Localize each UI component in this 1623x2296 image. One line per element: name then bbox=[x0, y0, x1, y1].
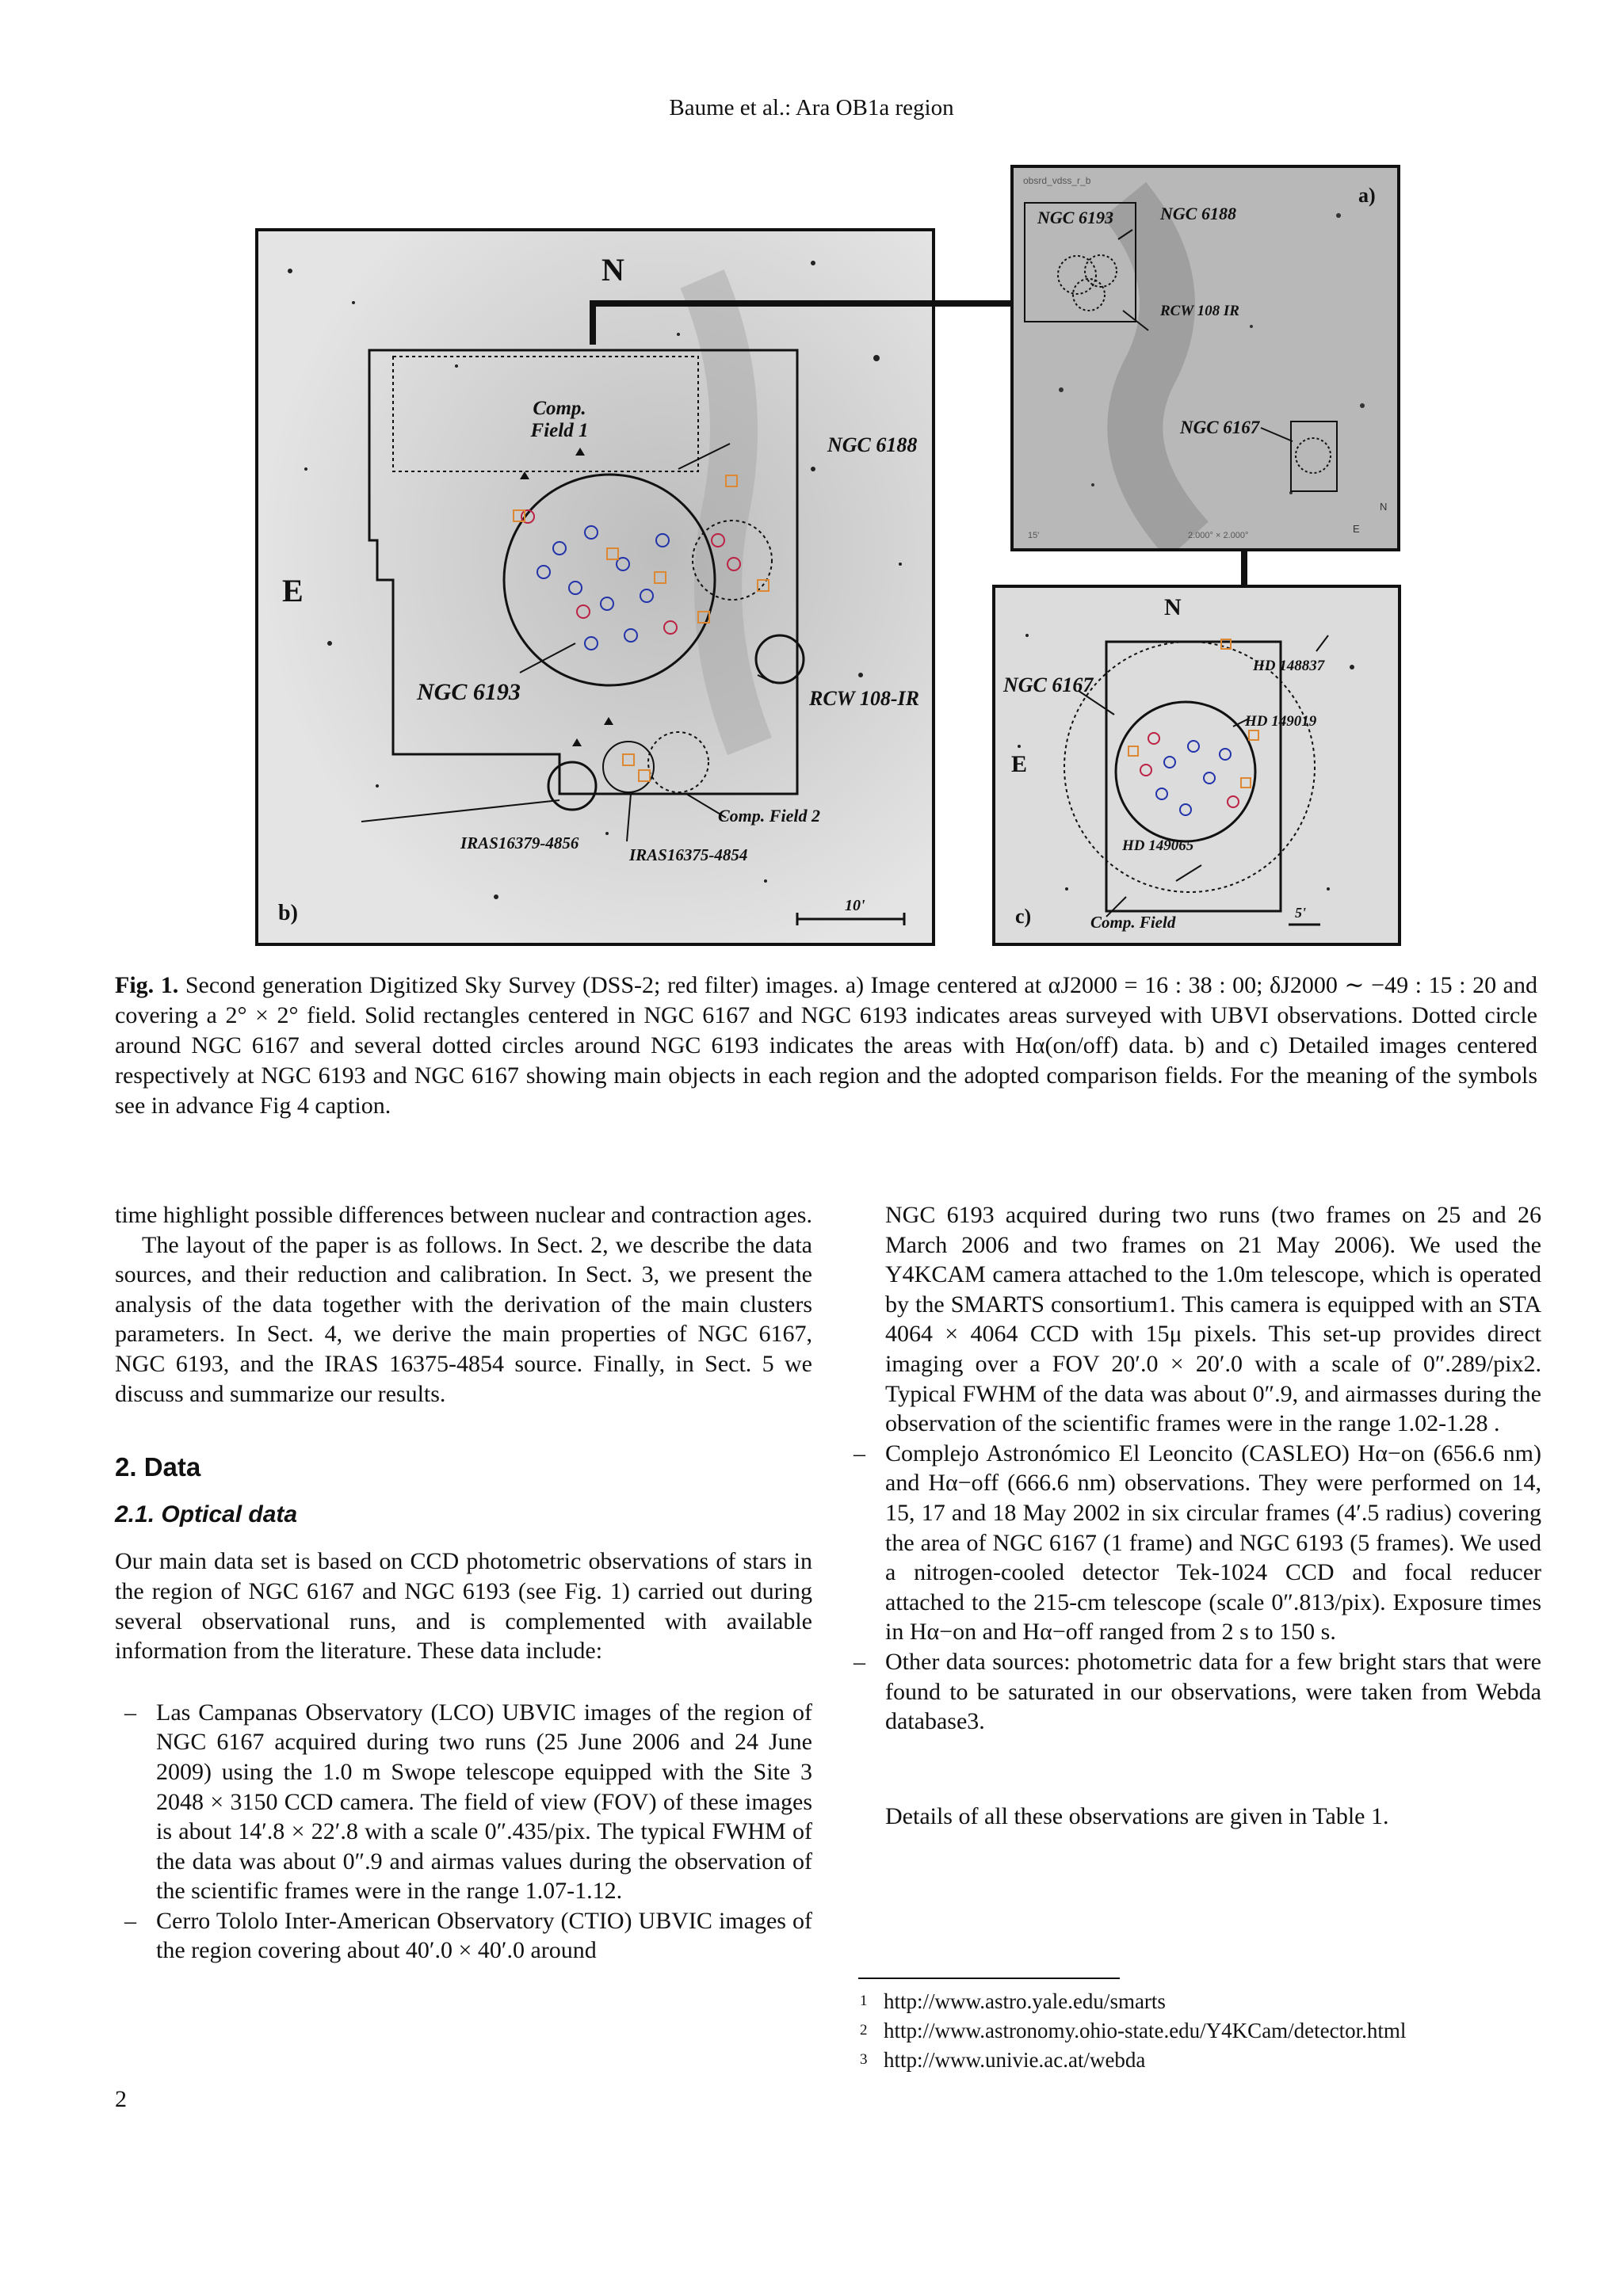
left-column bbox=[115, 1200, 812, 1966]
north-label-b: N bbox=[601, 252, 624, 288]
caption-label: Fig. 1. bbox=[115, 972, 179, 998]
left-paragraph-3: Our main data set is based on CCD photometric observations of stars in the region of NGC 6167 and NGC 6193 (see Fig. 1) carried out during several observational runs, and is complemented with available information from the literature. These data include: bbox=[115, 1548, 812, 1665]
left-paragraph-2: The layout of the paper is as follows. In Sect. 2, we describe the data sources, and their reduction and calibration. In Sect. 3, we present the analysis of the data together with the derivation of the main clusters parameters. In Sect. 4, we derive the main properties of NGC 6167, NGC 6193, and the IRAS 16375-4854 source. Finally, in Sect. 5 we discuss and summarize our results. bbox=[115, 1231, 812, 1407]
right-paragraph-2: Details of all these observations are given in Table 1. bbox=[885, 1802, 1389, 1829]
right-paragraph-1: NGC 6193 acquired during two runs (two frames on 25 and 26 March 2006 and two frames on 21 May 2006). We used the Y4KCAM camera attached to the 1.0m telescope, which is operated by the SMARTS consortium1. This camera is equipped with an STA 4064 × 4064 CCD with 15μ pixels. This set-up provides direct imaging over a FOV 20′.0 × 20′.0 with a scale of 0″.289/pix2. Typical FWHM of the data was about 0″.9, and airmasses during the observation of the scientific frames were in the range 1.02-1.28 . bbox=[885, 1202, 1541, 1437]
label-hd149065: HD 149065 bbox=[1122, 837, 1194, 854]
panel-tag-c: c) bbox=[1015, 905, 1032, 928]
bullet-casleo: – Complejo Astronómico El Leoncito (CASLEO) Hα−on (656.6 nm) and Hα−off (666.6 nm) observations. They were performed on 14, 15, 17 and 18 May 2002 in six circular frames (4′.5 radius) covering the area of NGC 6167 (1 frame) and NGC 6193 (5 frames). We used a nitrogen-cooled detector Tek-1024 CCD and focal reducer attached to the 215-cm telescope (scale 0″.813/pix). Exposure times in Hα−on and Hα−off ranged from 2 s to 150 s. bbox=[854, 1440, 1541, 1646]
east-label-b: E bbox=[282, 573, 304, 608]
scale-label-c: 5' bbox=[1295, 905, 1307, 921]
footnote-2: 2 http://www.astronomy.ohio-state.edu/Y4KCam/detector.html bbox=[860, 2019, 1407, 2042]
bullet-ctio: – Cerro Tololo Inter-American Observatory (CTIO) UBVIC images of the region covering about 40′.0 × 40′.0 around bbox=[124, 1907, 812, 1964]
label-iras16375: IRAS16375-4854 bbox=[629, 845, 748, 864]
bullet-other-text: Other data sources: photometric data for a few bright stars that were found to be saturated in our observations, were taken from Webda database3. bbox=[885, 1648, 1541, 1735]
label-ngc6193-b: NGC 6193 bbox=[417, 679, 521, 705]
svg-text:obsrd_vdss_r_b: obsrd_vdss_r_b bbox=[1023, 175, 1091, 186]
label-ngc6188-b: NGC 6188 bbox=[827, 433, 918, 456]
panel-c-ngc6167 bbox=[992, 585, 1401, 946]
bullet-lco: – Las Campanas Observatory (LCO) UBVIC images of the region of NGC 6167 acquired during two runs (25 June 2006 and 24 June 2009) using the 1.0 m Swope telescope equipped with the Site 3 2048 × 3150 CCD camera. The field of view (FOV) of these images is about 14′.8 × 22′.8 with a scale 0″.435/pix. The typical FWHM of the data was about 0″.9 and airmas values during the observation of the scientific frames were in the range 1.07-1.12. bbox=[124, 1699, 812, 1905]
scale-label-b: 10' bbox=[845, 897, 865, 914]
label-ngc6167-a: NGC 6167 bbox=[1180, 418, 1260, 437]
label-rcw108ir-a: RCW 108 IR bbox=[1160, 303, 1239, 319]
label-ngc6188-a: NGC 6188 bbox=[1160, 204, 1236, 223]
label-comp-field-2: Comp. Field 2 bbox=[718, 806, 820, 826]
page-number: 2 bbox=[115, 2086, 127, 2112]
footnote-1-link[interactable]: http://www.astro.yale.edu/smarts bbox=[884, 1989, 1166, 2013]
left-paragraph-1: time highlight possible differences between nuclear and contraction ages. bbox=[115, 1202, 812, 1228]
subsection-heading: 2.1. Optical data bbox=[115, 1501, 298, 1527]
panel-tag-a: a) bbox=[1358, 184, 1376, 207]
panel-a-overview bbox=[1010, 165, 1400, 551]
footnote-2-link[interactable]: http://www.astronomy.ohio-state.edu/Y4KCam/detector.html bbox=[884, 2019, 1407, 2042]
footnote-rule bbox=[858, 1978, 1120, 1979]
east-label-c: E bbox=[1011, 751, 1028, 777]
label-ngc6167-c: NGC 6167 bbox=[1003, 673, 1094, 696]
bullet-other: – Other data sources: photometric data for a few bright stars that were found to be saturated in our observations, were taken from Webda database3. bbox=[854, 1648, 1541, 1735]
running-header: Baume et al.: Ara OB1a region bbox=[669, 95, 954, 120]
footnote-3: 3 http://www.univie.ac.at/webda bbox=[860, 2048, 1146, 2072]
north-label-c: N bbox=[1164, 594, 1182, 620]
section-heading: 2. Data bbox=[115, 1452, 201, 1482]
footnote-1: 1 http://www.astro.yale.edu/smarts bbox=[860, 1989, 1166, 2013]
bullet-lco-text: Las Campanas Observatory (LCO) UBVIC images of the region of NGC 6167 acquired during two runs (25 June 2006 and 24 June 2009) using the 1.0 m Swope telescope equipped with the Site 3 2048 × 3150 CCD camera. The field of view (FOV) of these images is about 14′.8 × 22′.8 with a scale 0″.435/pix. The typical FWHM of the data was about 0″.9 and airmas values during the observation of the scientific frames were in the range 1.07-1.12. bbox=[156, 1699, 812, 1905]
bullet-casleo-text: Complejo Astronómico El Leoncito (CASLEO) Hα−on (656.6 nm) and Hα−off (666.6 nm) observations. They were performed on 14, 15, 17 and 18 May 2002 in six circular frames (4′.5 radius) covering the area of NGC 6167 (1 frame) and NGC 6193 (5 frames). We used a nitrogen-cooled detector Tek-1024 CCD and focal reducer attached to the 215-cm telescope (scale 0″.813/pix). Exposure times in Hα−on and Hα−off ranged from 2 s to 150 s. bbox=[885, 1440, 1541, 1646]
svg-text:15': 15' bbox=[1028, 531, 1040, 540]
bullet-ctio-text: Cerro Tololo Inter-American Observatory (CTIO) UBVIC images of the region covering about 40′.0 × 40′.0 around bbox=[156, 1907, 812, 1964]
caption-text: Second generation Digitized Sky Survey (DSS-2; red filter) images. a) Image centered at αJ2000 = 16 : 38 : 00; δJ2000 ∼ −49 : 15 : 20 and covering a 2° × 2° field. Solid rectangles centered in NGC 6167 and NGC 6193 indicates areas surveyed with UBVI observations. Dotted circle around NGC 6167 and several dotted circles around NGC 6193 indicates the areas with Hα(on/off) data. b) and c) Detailed images centered respectively at NGC 6193 and NGC 6167 showing main objects in each region and the adopted comparison fields. For the meaning of the symbols see in advance Fig 4 caption. bbox=[115, 972, 1537, 1119]
label-rcw108ir: RCW 108-IR bbox=[809, 687, 919, 710]
right-column bbox=[844, 1200, 1541, 1831]
label-comp-field-c: Comp. Field bbox=[1090, 913, 1176, 932]
panel-tag-b: b) bbox=[278, 901, 298, 925]
panel-c-image bbox=[995, 588, 1398, 943]
label-hd148837: HD 148837 bbox=[1253, 658, 1325, 674]
label-comp-field-1: Comp. Field 1 bbox=[530, 398, 589, 441]
label-hd149019: HD 149019 bbox=[1245, 713, 1317, 730]
footnote-3-link[interactable]: http://www.univie.ac.at/webda bbox=[884, 2048, 1146, 2072]
label-iras16379: IRAS16379-4856 bbox=[460, 833, 579, 852]
label-ngc6193-a: NGC 6193 bbox=[1037, 208, 1113, 227]
figure-caption bbox=[115, 971, 1537, 1121]
svg-text:2.000° × 2.000°: 2.000° × 2.000° bbox=[1188, 531, 1249, 540]
svg-text:E: E bbox=[1353, 523, 1360, 535]
svg-text:N: N bbox=[1380, 501, 1388, 513]
